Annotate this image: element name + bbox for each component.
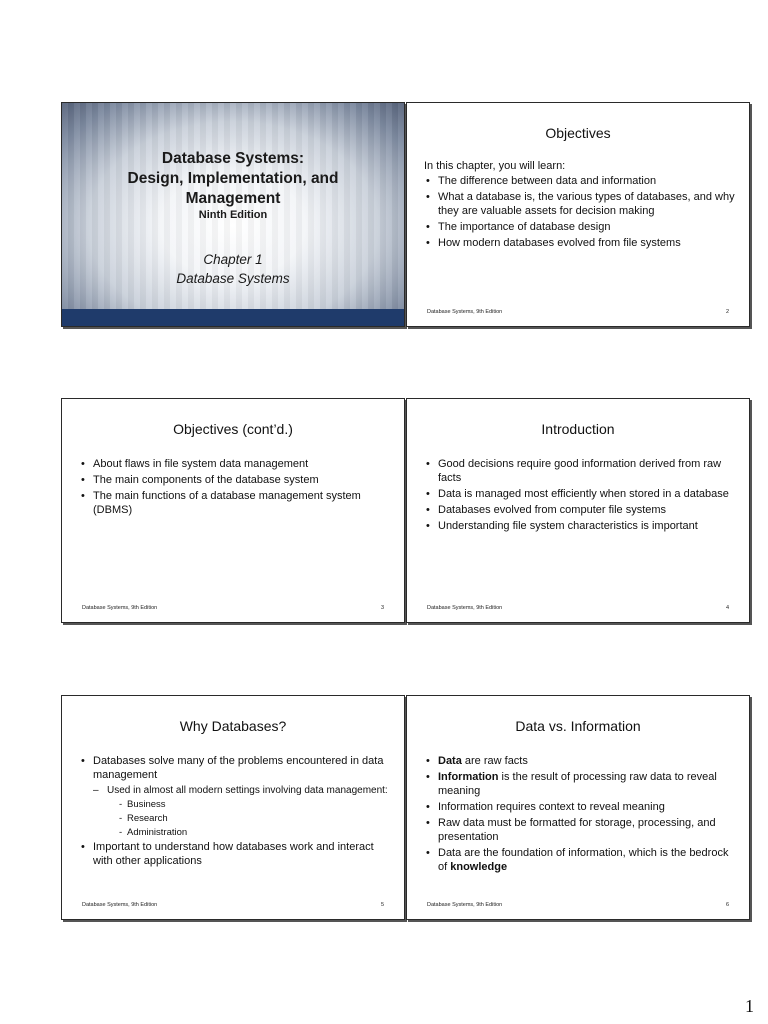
sub-sub-bullet-item: - Administration: [79, 826, 392, 840]
bullet-item: • The main functions of a database management system (DBMS): [79, 489, 392, 517]
slide-title: Introduction: [541, 421, 615, 437]
slide-content: [79, 754, 392, 870]
bullet-item: • Databases solve many of the problems encountered in data management: [79, 754, 392, 782]
bullet-item: • What a database is, the various types of databases, and why they are valuable assets for decision making: [424, 190, 737, 218]
sub-bullet-item: – Used in almost all modern settings involving data management:: [79, 784, 392, 797]
bullet-item: • Important to understand how databases work and interact with other applications: [79, 840, 392, 868]
intro-text: In this chapter, you will learn:: [424, 160, 566, 172]
slide-footer: Database Systems, 9th Edition: [427, 605, 503, 611]
bullet-item: • How modern databases evolved from file systems: [424, 236, 737, 250]
slide-6-data-vs-information: [406, 695, 750, 920]
slide-3-objectives-contd: [61, 398, 405, 623]
bullet-item: • The difference between data and information: [424, 174, 737, 188]
slide-footer: Database Systems, 9th Edition: [82, 902, 158, 908]
sub-sub-bullet-item: - Research: [79, 812, 392, 826]
edition-label: Ninth Edition: [198, 209, 268, 221]
sub-sub-bullet-item: - Business: [79, 798, 392, 812]
bullet-item: • Understanding file system characteristics is important: [424, 519, 737, 533]
slide-content: [79, 457, 392, 519]
bullet-item: • Good decisions require good information derived from raw facts: [424, 457, 737, 485]
slide-title: Objectives: [545, 125, 611, 141]
slide-footer: Database Systems, 9th Edition: [82, 605, 158, 611]
slide-number: 3: [380, 605, 384, 611]
bullet-item: • Raw data must be formatted for storage, processing, and presentation: [424, 816, 737, 844]
slide-title: Why Databases?: [179, 718, 287, 734]
slide-number: 5: [380, 902, 384, 908]
slide-number: 6: [725, 902, 729, 908]
bullet-item: • The main components of the database system: [79, 473, 392, 487]
slide-bottom-bar: [62, 309, 404, 326]
bullet-item: • Data are the foundation of information, which is the bedrock of knowledge: [424, 846, 737, 874]
slide-5-why-databases: [61, 695, 405, 920]
bullet-item: • Data are raw facts: [424, 754, 737, 768]
slide-4-introduction: [406, 398, 750, 623]
bullet-item: • Information requires context to reveal meaning: [424, 800, 737, 814]
page-number: 1: [745, 996, 754, 1016]
slide-footer: Database Systems, 9th Edition: [427, 309, 503, 315]
bullet-item: • The importance of database design: [424, 220, 737, 234]
book-title: Database Systems: Design, Implementation, and Management Ninth Edition: [62, 149, 404, 222]
slide-title: Objectives (cont’d.): [173, 421, 293, 437]
bullet-item: • Information is the result of processing raw data to reveal meaning: [424, 770, 737, 798]
slide-title: Data vs. Information: [515, 718, 641, 734]
slide-2-objectives: [406, 102, 750, 327]
slide-1-title: [61, 102, 405, 327]
slide-number: 4: [725, 605, 729, 611]
chapter-heading: Chapter 1 Database Systems: [176, 252, 290, 286]
slide-number: 2: [725, 309, 729, 315]
bullet-item: • Data is managed most efficiently when stored in a database: [424, 487, 737, 501]
bullet-item: • Databases evolved from computer file systems: [424, 503, 737, 517]
slide-content: [424, 457, 737, 535]
slide-footer: Database Systems, 9th Edition: [427, 902, 503, 908]
slide-content: [424, 754, 737, 876]
bullet-item: • About flaws in file system data management: [79, 457, 392, 471]
slide-content: [424, 159, 737, 252]
